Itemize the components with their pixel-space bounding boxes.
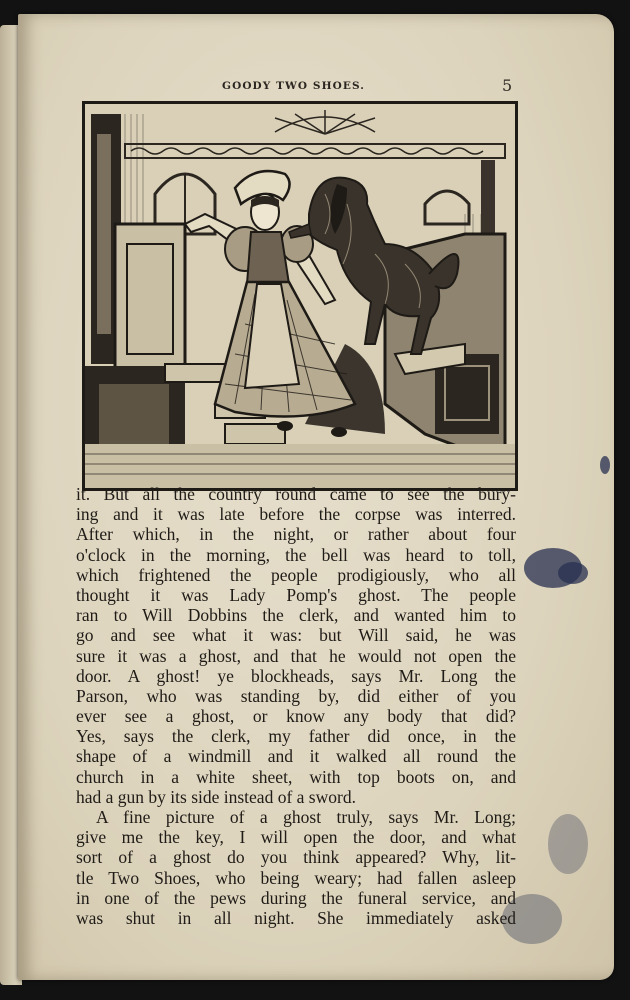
- body-text: [76, 484, 516, 928]
- page-number: 5: [502, 76, 513, 95]
- text-line: which frightened the people prodigiously, who all: [76, 564, 516, 585]
- text-line: sure it was a ghost, and that he would not open the: [76, 645, 516, 666]
- text-line: had a gun by its side instead of a sword.: [76, 786, 356, 807]
- text-line: ing and it was late before the corpse was interred.: [76, 504, 516, 525]
- ink-stain: [600, 456, 610, 474]
- text-line: A fine picture of a ghost truly, says Mr. Long;: [96, 807, 516, 827]
- text-line: church in a white sheet, with top boots on, and: [76, 766, 516, 787]
- text-line: After which, in the night, or rather about four: [76, 524, 516, 545]
- text-line: Parson, who was standing by, did either of you: [76, 685, 516, 706]
- text-line: go and see what it was: but Will said, he was: [76, 625, 516, 646]
- page-header: [18, 76, 614, 100]
- ink-stain: [558, 562, 588, 584]
- text-line: shape of a windmill and it walked all round the: [76, 746, 516, 767]
- text-line: ran to Will Dobbins the clerk, and wanted him to: [76, 605, 516, 626]
- woodcut-girl-and-dog-icon: [85, 104, 515, 488]
- text-line: in one of the pews during the funeral service, and: [76, 887, 516, 908]
- text-line: give me the key, I will open the door, and what: [76, 827, 516, 848]
- running-title: GOODY TWO SHOES.: [222, 80, 366, 92]
- book-page: [18, 14, 614, 980]
- text-line: sort of a ghost do you think appeared? Why, lit-: [76, 847, 516, 868]
- text-line: ever see a ghost, or know any body that did?: [76, 706, 516, 727]
- text-line: o'clock in the morning, the bell was heard to toll,: [76, 544, 516, 565]
- text-line: Yes, says the clerk, my father did once, in the: [76, 726, 516, 747]
- ink-stain: [548, 814, 588, 874]
- text-line: it. But all the country round came to see the bury-: [76, 484, 516, 504]
- text-line: door. A ghost! ye blockheads, says Mr. Long the: [76, 665, 516, 686]
- woodcut-illustration: [82, 101, 518, 491]
- text-line: was shut in all night. She immediately asked: [76, 907, 516, 928]
- text-line: thought it was Lady Pomp's ghost. The people: [76, 584, 516, 605]
- text-line: tle Two Shoes, who being weary; had fallen asleep: [76, 867, 516, 888]
